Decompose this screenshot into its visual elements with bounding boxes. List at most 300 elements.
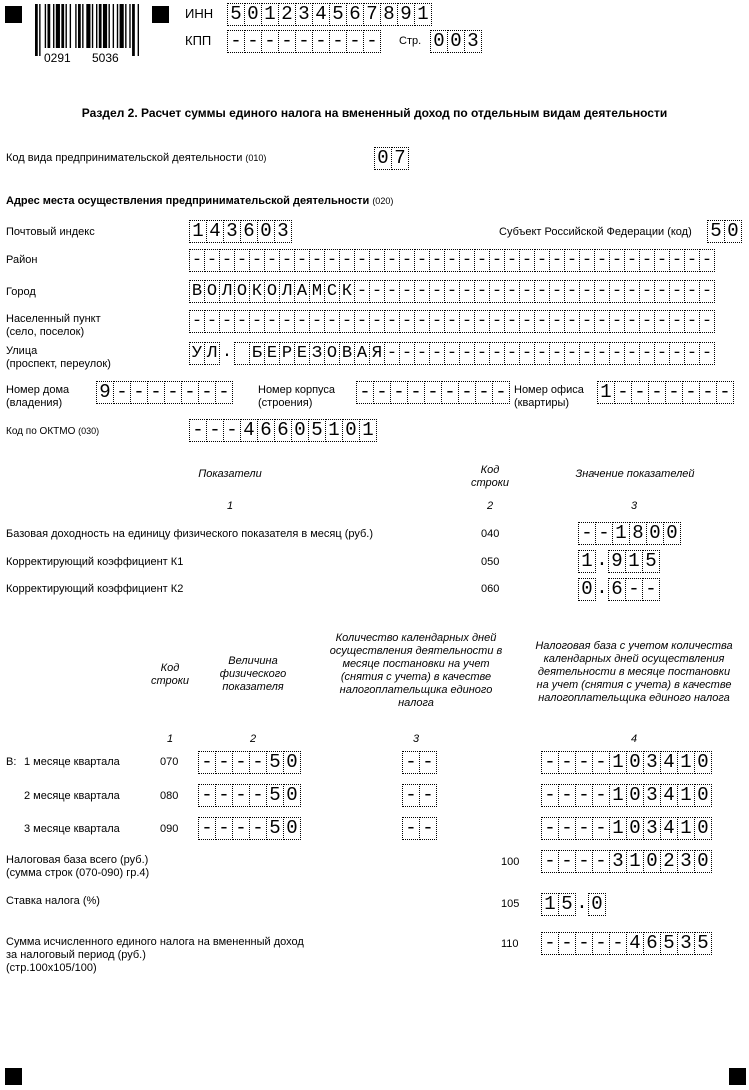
char-cell: - <box>355 280 370 303</box>
inn-label: ИНН <box>185 6 214 21</box>
months-base-header-line5: налогоплательщика единого налога <box>538 692 730 704</box>
char-cell: - <box>670 249 685 272</box>
char-cell: - <box>685 342 700 365</box>
char-cell: - <box>224 419 241 442</box>
barcode-bar <box>103 4 107 48</box>
char-cell: - <box>655 280 670 303</box>
char-cell: - <box>262 30 279 53</box>
char-cell: - <box>460 280 475 303</box>
char-cell: - <box>400 249 415 272</box>
char-cell: - <box>460 249 475 272</box>
indicator-row-050-field[interactable] <box>578 550 660 573</box>
char-cell: - <box>475 310 490 333</box>
region-code-field[interactable] <box>707 220 742 243</box>
char-cell: О <box>205 280 220 303</box>
char-cell: - <box>415 342 430 365</box>
char-cell: М <box>310 280 325 303</box>
locality-field[interactable] <box>189 310 715 333</box>
char-cell: - <box>576 751 593 774</box>
char-cell: 3 <box>644 817 661 840</box>
char-cell: - <box>593 850 610 873</box>
char-cell: - <box>415 249 430 272</box>
char-cell: - <box>550 249 565 272</box>
char-cell: 0 <box>695 850 712 873</box>
char-cell: - <box>610 280 625 303</box>
inn-field[interactable] <box>227 3 432 26</box>
char-cell: - <box>683 381 700 404</box>
char-cell: - <box>370 310 385 333</box>
barcode-number-left: 0291 <box>44 51 71 65</box>
char-cell: 5 <box>559 893 576 916</box>
page-number-field[interactable] <box>430 30 482 53</box>
month-row-080-base-field[interactable] <box>541 784 712 807</box>
char-cell: - <box>595 280 610 303</box>
char-cell: Л <box>220 280 235 303</box>
char-cell: - <box>198 751 216 774</box>
char-cell: 3 <box>224 220 241 243</box>
char-cell: - <box>280 249 295 272</box>
char-cell: - <box>408 381 425 404</box>
barcode-bar <box>78 4 81 48</box>
char-cell: - <box>670 342 685 365</box>
char-cell: 0 <box>644 850 661 873</box>
char-cell: - <box>593 751 610 774</box>
char-cell: - <box>640 310 655 333</box>
char-cell: - <box>550 280 565 303</box>
char-cell: - <box>445 249 460 272</box>
months-col3-num: 3 <box>412 733 420 745</box>
char-cell: - <box>250 817 267 840</box>
char-cell: - <box>250 784 267 807</box>
page-label: Стр. <box>399 35 422 47</box>
char-cell: - <box>425 381 442 404</box>
char-cell: - <box>235 310 250 333</box>
char-cell: К <box>340 280 355 303</box>
char-cell: - <box>385 249 400 272</box>
char-cell: 9 <box>96 381 114 404</box>
char-cell: 8 <box>630 522 647 545</box>
char-cell: - <box>541 932 559 955</box>
month-row-090-label: 3 месяце квартала <box>24 823 120 835</box>
char-cell: - <box>595 310 610 333</box>
char-cell: - <box>576 850 593 873</box>
char-cell: - <box>233 751 250 774</box>
char-cell: - <box>541 850 559 873</box>
building-label <box>258 384 335 410</box>
char-cell: - <box>643 578 660 601</box>
month-row-080-label: 2 месяце квартала <box>24 790 120 802</box>
char-cell: - <box>279 30 296 53</box>
indicators-col2-num: 2 <box>486 500 494 512</box>
oktmo-field[interactable] <box>189 419 377 442</box>
char-cell: - <box>420 751 437 774</box>
char-cell: 1 <box>613 522 630 545</box>
month-row-080-phys-field[interactable] <box>198 784 301 807</box>
char-cell: 0 <box>292 419 309 442</box>
char-cell: - <box>415 310 430 333</box>
char-cell: 1 <box>626 550 643 573</box>
tax-base-total-label-line1: Налоговая база всего (руб.) <box>6 854 149 866</box>
char-cell: - <box>490 342 505 365</box>
char-cell: - <box>576 817 593 840</box>
barcode-bar <box>75 4 76 48</box>
months-base-header-line2: календарных дней осуществления <box>543 653 725 665</box>
char-cell: К <box>250 280 265 303</box>
char-cell: З <box>310 342 325 365</box>
tax-rate-label: Ставка налога (%) <box>6 895 100 907</box>
char-cell: 5 <box>707 220 725 243</box>
char-cell: - <box>207 419 224 442</box>
tax-base-total-code: 100 <box>501 856 520 868</box>
char-cell: - <box>216 381 233 404</box>
char-cell: - <box>148 381 165 404</box>
char-cell: - <box>476 381 493 404</box>
street-label-line2: (проспект, переулок) <box>6 358 111 370</box>
tax-amount-code: 110 <box>501 938 519 950</box>
char-cell: - <box>649 381 666 404</box>
char-cell: - <box>535 280 550 303</box>
char-cell: 0 <box>578 578 596 601</box>
barcode-number-right: 5036 <box>92 51 119 65</box>
barcode-bar <box>45 4 46 48</box>
month-row-090-phys-field[interactable] <box>198 817 301 840</box>
char-cell: - <box>189 249 205 272</box>
char-cell: - <box>296 30 313 53</box>
house-number-field[interactable] <box>96 381 233 404</box>
char-cell: - <box>402 751 420 774</box>
char-cell: - <box>402 784 420 807</box>
indicators-col2-header <box>460 464 520 490</box>
char-cell: - <box>216 784 233 807</box>
house-label-line1: Номер дома <box>6 384 70 396</box>
char-cell: - <box>374 381 391 404</box>
barcode-bar <box>92 4 93 48</box>
char-cell: - <box>559 751 576 774</box>
char-cell: - <box>356 381 374 404</box>
char-cell: 4 <box>661 784 678 807</box>
char-cell: 6 <box>644 932 661 955</box>
char-cell: 3 <box>610 850 627 873</box>
char-cell: - <box>490 249 505 272</box>
char-cell: 0 <box>374 147 392 170</box>
char-cell: - <box>347 30 364 53</box>
months-phys-header-line1: Величина <box>228 655 278 667</box>
char-cell: 4 <box>661 817 678 840</box>
indicator-row-050-label: Корректирующий коэффициент К1 <box>6 556 184 568</box>
char-cell: - <box>700 310 715 333</box>
char-cell: 1 <box>678 817 695 840</box>
char-cell: - <box>295 310 310 333</box>
char-cell: - <box>220 249 235 272</box>
indicator-row-060-field[interactable] <box>578 578 660 601</box>
char-cell: 0 <box>430 30 448 53</box>
month-row-070-phys-field[interactable] <box>198 751 301 774</box>
corner-marker-top-left <box>5 6 22 23</box>
char-cell: - <box>189 419 207 442</box>
char-cell: 6 <box>258 419 275 442</box>
char-cell: 0 <box>284 817 301 840</box>
char-cell: - <box>700 381 717 404</box>
char-cell: С <box>325 280 340 303</box>
city-field[interactable] <box>189 280 715 303</box>
district-field[interactable] <box>189 249 715 272</box>
char-cell: 3 <box>644 784 661 807</box>
char-cell: - <box>460 310 475 333</box>
district-label: Район <box>6 254 38 266</box>
char-cell: - <box>445 280 460 303</box>
char-cell: А <box>295 280 310 303</box>
char-cell: - <box>593 932 610 955</box>
char-cell: - <box>610 249 625 272</box>
month-row-070-code: 070 <box>160 756 179 768</box>
char-cell: 0 <box>245 3 262 26</box>
char-cell: Л <box>205 342 220 365</box>
char-cell: - <box>325 310 340 333</box>
indicators-col1-num: 1 <box>226 500 234 512</box>
char-cell: - <box>355 249 370 272</box>
locality-label <box>6 313 101 339</box>
address-title-text: Адрес места осуществления предпринимательской деятельности <box>6 195 370 207</box>
char-cell: 4 <box>241 419 258 442</box>
char-cell: 2 <box>279 3 296 26</box>
char-cell: - <box>490 280 505 303</box>
char-cell: - <box>430 249 445 272</box>
indicators-col3-num: 3 <box>630 500 638 512</box>
indicator-row-060-label: Корректирующий коэффициент К2 <box>6 583 184 595</box>
kpp-field[interactable] <box>227 30 381 53</box>
tax-amount-label-line3: (стр.100х105/100) <box>6 962 97 974</box>
char-cell: - <box>430 280 445 303</box>
tax-base-total-field[interactable] <box>541 850 712 873</box>
month-row-080-code: 080 <box>160 790 179 802</box>
char-cell: - <box>385 280 400 303</box>
char-cell: - <box>400 280 415 303</box>
barcode-bar <box>99 4 102 48</box>
char-cell: - <box>640 280 655 303</box>
char-cell: 9 <box>608 550 626 573</box>
corner-marker-top-right <box>152 6 169 23</box>
char-cell: - <box>370 249 385 272</box>
month-row-090-base-field[interactable] <box>541 817 712 840</box>
barcode-bar <box>125 4 126 48</box>
char-cell: - <box>596 522 613 545</box>
char-cell: - <box>340 310 355 333</box>
char-cell: - <box>559 850 576 873</box>
building-number-field[interactable] <box>356 381 510 404</box>
months-days-header-line4: (снятия с учета) в качестве <box>340 671 492 683</box>
char-cell: - <box>580 249 595 272</box>
month-row-090-days-field[interactable] <box>402 817 437 840</box>
char-cell: - <box>250 310 265 333</box>
char-cell: 1 <box>360 419 377 442</box>
months-phys-header <box>203 655 303 694</box>
char-cell: - <box>580 342 595 365</box>
char-cell: . <box>596 577 608 599</box>
barcode-bar <box>138 4 139 56</box>
char-cell: 0 <box>695 817 712 840</box>
char-cell: - <box>325 249 340 272</box>
char-cell: - <box>233 784 250 807</box>
months-days-header-line1: Количество календарных дней <box>335 632 497 644</box>
char-cell: - <box>198 784 216 807</box>
month-row-070-base-field[interactable] <box>541 751 712 774</box>
char-cell: - <box>717 381 734 404</box>
oktmo-label-code: (030) <box>78 426 100 436</box>
char-cell: 3 <box>678 850 695 873</box>
char-cell: - <box>505 310 520 333</box>
char-cell: 4 <box>661 751 678 774</box>
char-cell: - <box>340 249 355 272</box>
char-cell: - <box>505 342 520 365</box>
char-cell: - <box>655 342 670 365</box>
char-cell: - <box>626 578 643 601</box>
char-cell: - <box>541 817 559 840</box>
char-cell: 5 <box>267 751 284 774</box>
street-field[interactable] <box>189 342 715 365</box>
address-title-code: (020) <box>372 196 394 206</box>
char-cell: - <box>430 310 445 333</box>
char-cell: - <box>182 381 199 404</box>
char-cell: А <box>355 342 370 365</box>
char-cell: - <box>559 784 576 807</box>
street-label <box>6 345 111 371</box>
street-label-line1: Улица <box>6 345 38 357</box>
barcode-bar <box>120 4 124 48</box>
char-cell: - <box>541 751 559 774</box>
indicator-row-040-label: Базовая доходность на единицу физического показателя в месяц (руб.) <box>6 528 374 540</box>
char-cell: - <box>370 280 385 303</box>
activity-code-field[interactable] <box>374 147 409 170</box>
char-cell: - <box>550 310 565 333</box>
char-cell: - <box>165 381 182 404</box>
char-cell: О <box>265 280 280 303</box>
char-cell: 5 <box>309 419 326 442</box>
char-cell: Р <box>280 342 295 365</box>
char-cell: - <box>250 249 265 272</box>
char-cell: - <box>400 342 415 365</box>
char-cell: - <box>475 342 490 365</box>
months-base-header-line1: Налоговая база с учетом количества <box>535 640 733 652</box>
char-cell: - <box>220 310 235 333</box>
char-cell: - <box>505 280 520 303</box>
barcode-bar <box>132 4 135 56</box>
char-cell: 1 <box>189 220 207 243</box>
char-cell: - <box>595 249 610 272</box>
char-cell: - <box>685 310 700 333</box>
char-cell: 6 <box>347 3 364 26</box>
indicators-col1-header: Показатели <box>198 468 262 480</box>
indicator-row-060-code: 060 <box>481 583 500 595</box>
char-cell: 5 <box>330 3 347 26</box>
months-base-header <box>520 640 748 705</box>
char-cell: - <box>535 310 550 333</box>
office-label-line2: (квартиры) <box>514 397 570 409</box>
char-cell: 0 <box>627 751 644 774</box>
char-cell: - <box>655 310 670 333</box>
char-cell: - <box>364 30 381 53</box>
char-cell: - <box>576 932 593 955</box>
corner-marker-bottom-left <box>5 1068 22 1085</box>
char-cell: - <box>310 249 325 272</box>
char-cell: 6 <box>275 419 292 442</box>
indicator-row-040-code: 040 <box>481 528 500 540</box>
kpp-label: КПП <box>185 33 212 48</box>
activity-code-label <box>6 152 266 165</box>
char-cell: - <box>250 751 267 774</box>
months-col4-num: 4 <box>630 733 638 745</box>
char-cell: - <box>310 310 325 333</box>
char-cell: - <box>541 784 559 807</box>
barcode-bar <box>108 4 109 48</box>
office-number-field[interactable] <box>597 381 734 404</box>
char-cell: - <box>610 932 627 955</box>
char-cell: 8 <box>381 3 398 26</box>
char-cell: 1 <box>610 817 627 840</box>
tax-amount-label <box>6 936 304 975</box>
months-days-header-line5: налогоплательщика единого <box>339 684 493 696</box>
char-cell: - <box>632 381 649 404</box>
char-cell: - <box>610 310 625 333</box>
months-days-header-line6: налога <box>398 697 434 709</box>
locality-label-line1: Населенный пункт <box>6 313 101 325</box>
char-cell: - <box>685 249 700 272</box>
office-label-line1: Номер офиса <box>514 384 584 396</box>
activity-code-line: (010) <box>245 153 267 163</box>
months-base-header-line3: деятельности в месяце постановки <box>537 666 731 678</box>
char-cell: - <box>445 342 460 365</box>
char-cell: 0 <box>258 220 275 243</box>
char-cell: - <box>520 310 535 333</box>
char-cell: - <box>420 784 437 807</box>
barcode-bar <box>117 4 118 48</box>
tax-base-total-label-line2: (сумма строк (070-090) гр.4) <box>6 867 150 879</box>
char-cell: - <box>625 310 640 333</box>
char-cell: - <box>565 280 580 303</box>
region-code-label: Субъект Российской Федерации (код) <box>499 226 692 238</box>
char-cell: 5 <box>227 3 245 26</box>
postal-index-field[interactable] <box>189 220 292 243</box>
corner-marker-bottom-right <box>729 1068 746 1085</box>
barcode-bar <box>39 4 40 56</box>
char-cell: 9 <box>398 3 415 26</box>
char-cell: - <box>520 342 535 365</box>
char-cell: - <box>442 381 459 404</box>
char-cell: - <box>205 249 220 272</box>
char-cell: - <box>265 310 280 333</box>
char-cell: - <box>233 817 250 840</box>
char-cell: - <box>490 310 505 333</box>
indicator-row-050-code: 050 <box>481 556 500 568</box>
char-cell: - <box>385 342 400 365</box>
char-cell: - <box>355 310 370 333</box>
month-row-070-days-field[interactable] <box>402 751 437 774</box>
tax-amount-field[interactable] <box>541 932 712 955</box>
indicator-row-040-field[interactable] <box>578 522 681 545</box>
tax-amount-label-line1: Сумма исчисленного единого налога на вмененный доход <box>6 936 304 948</box>
months-phys-header-line3: показателя <box>222 681 284 693</box>
char-cell: - <box>216 751 233 774</box>
tax-rate-field[interactable] <box>541 893 606 916</box>
month-row-080-days-field[interactable] <box>402 784 437 807</box>
char-cell: 2 <box>661 850 678 873</box>
char-cell: 4 <box>313 3 330 26</box>
char-cell: - <box>700 342 715 365</box>
char-cell: - <box>430 342 445 365</box>
char-cell: - <box>265 249 280 272</box>
building-label-line2: (строения) <box>258 397 313 409</box>
barcode-bar <box>53 4 54 48</box>
char-cell: О <box>325 342 340 365</box>
